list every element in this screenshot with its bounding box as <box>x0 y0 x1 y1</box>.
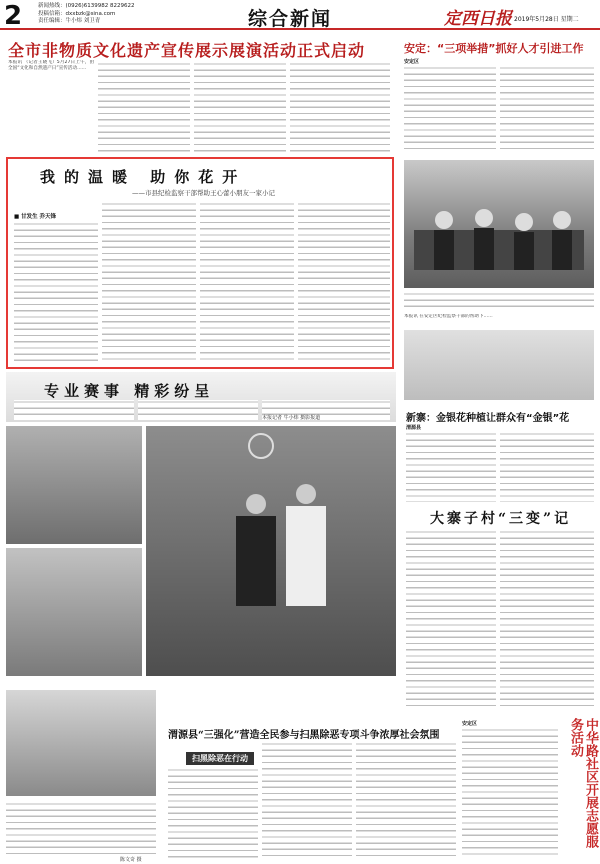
photo-basketball-main <box>146 426 396 676</box>
campaign-banner: 扫黑除恶在行动 <box>186 752 254 765</box>
article6-column <box>462 728 558 858</box>
section-title: 综合新闻 <box>248 8 333 30</box>
article1-column <box>98 62 190 154</box>
photo-firefighters <box>404 160 594 288</box>
photo-honeysuckle <box>404 330 594 400</box>
article2-column <box>404 66 496 152</box>
feature-column <box>14 222 98 364</box>
article1-column <box>194 62 286 154</box>
feature-column <box>102 202 196 364</box>
article3-author: 渭源县 <box>406 425 422 431</box>
page-number: 2 <box>4 1 23 31</box>
photo-credit: 陈文奇 摄 <box>120 857 142 863</box>
sports-byline: 本报记者 牛小炜 摄影报道 <box>262 415 321 421</box>
article2-column <box>500 66 594 152</box>
headline-5: 渭源县“三强化”营造全民参与扫黑除恶专项斗争浓厚社会氛围 <box>168 730 440 741</box>
header-info: 新闻热线：(0926)6139982 8229622 投稿信箱：dxxbzk@sina.com 责任编辑：牛小炜 刘卫青 <box>38 3 135 24</box>
feature-byline: ■ 甘发生 乔天锋 <box>14 214 57 220</box>
headline-4: 大寨子村“三变”记 <box>430 511 572 527</box>
headline-2: 安定：“三项举措”抓好人才引进工作 <box>404 42 584 55</box>
headline-3: 新寨：金银花种植让群众有“金银”花 <box>406 413 570 424</box>
feature-title: 我的温暖 助你花开 <box>40 168 247 186</box>
headline-6: 中华路社区开展志愿服务活动 <box>568 718 598 848</box>
sports-title: 专业赛事 精彩纷呈 <box>44 382 215 400</box>
article5-column <box>168 768 258 858</box>
feature-subtitle: ——市县纪检监察干部帮助王心蕾小朋友一家小记 <box>132 189 275 197</box>
photo-basketball-2 <box>6 548 142 676</box>
sports-lead <box>138 400 258 420</box>
photo-caption-lines <box>404 292 594 312</box>
photo-players-icon <box>146 426 396 676</box>
feature-column <box>298 202 390 364</box>
photo-caption: 本报讯 在安定区纪检监察干部的帮助下…… <box>404 314 493 319</box>
photo-figures-icon <box>404 160 594 288</box>
article4-column <box>500 530 594 710</box>
article6-author: 安定区 <box>462 721 478 727</box>
article3-column <box>500 432 594 502</box>
photo-meeting <box>6 690 156 796</box>
issue-date: 2019年5月28日 星期二 <box>514 16 579 23</box>
article3-column <box>406 432 496 502</box>
feature-column <box>200 202 294 364</box>
photo-basketball-1 <box>6 426 142 544</box>
newspaper-logo: 定西日报 <box>444 9 512 29</box>
sports-lead <box>14 400 134 420</box>
article5-column <box>356 742 456 858</box>
article1-column <box>290 62 390 154</box>
article1-lead: 本报讯 （记者王晓飞）5月27日上午，由全国“文化和自然遗产日”宣传活动…… <box>8 60 94 72</box>
photo-meeting-caption <box>6 802 156 854</box>
article5-column <box>262 742 352 858</box>
article4-column <box>406 530 496 710</box>
article2-author: 安定区 <box>404 59 420 65</box>
headline-1: 全市非物质文化遗产宣传展示展演活动正式启动 <box>8 41 366 60</box>
